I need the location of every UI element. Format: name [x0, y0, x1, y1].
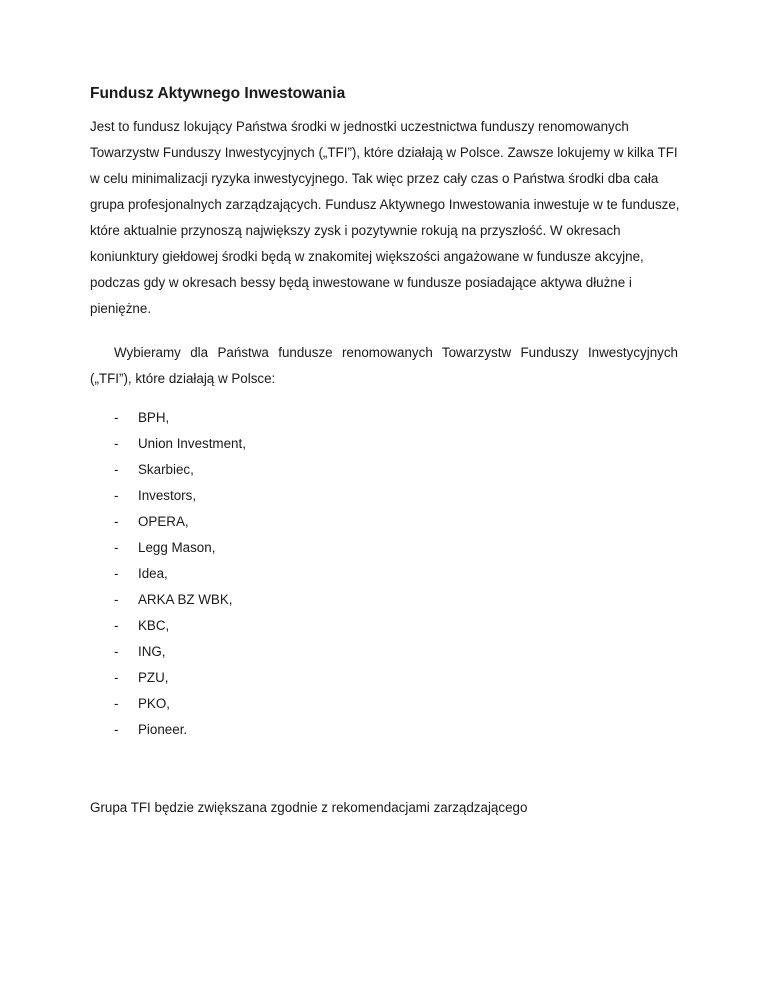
- tfi-name: Skarbiec,: [138, 462, 194, 477]
- tfi-name: Idea,: [138, 566, 168, 581]
- list-dash: -: [114, 722, 119, 737]
- tfi-list: [90, 405, 690, 743]
- tfi-list-item: [90, 587, 690, 613]
- list-dash: -: [114, 644, 119, 659]
- tfi-list-item: [90, 457, 690, 483]
- tfi-name: PKO,: [138, 696, 170, 711]
- tfi-list-item: [90, 717, 690, 743]
- list-dash: -: [114, 488, 119, 503]
- list-dash: -: [114, 410, 119, 425]
- tfi-name: Union Investment,: [138, 436, 246, 451]
- list-dash: -: [114, 540, 119, 555]
- fund-description-paragraph: Jest to fundusz lokujący Państwa środki w jednostki uczestnictwa funduszy renomowanych Towarzystw Funduszy Inwestycyjnych („TFI”), które działają w Polsce. Zawsze lokujemy w kilka TFI w celu minimalizacji ryzyka inwestycyjnego. Tak więc przez cały czas o Państwa środki dba cała grupa profesjonalnych zarządzających. Fundusz Aktywnego Inwestowania inwestuje w te fundusze, które aktualnie przynoszą największy zysk i pozytywnie rokują na przyszłość. W okresach koniunktury giełdowej środki będą w znakomitej większości angażowane w fundusze akcyjne, podczas gdy w okresach bessy będą inwestowane w fundusze posiadające aktywa dłużne i pieniężne.: [90, 119, 680, 316]
- list-dash: -: [114, 618, 119, 633]
- tfi-name: BPH,: [138, 410, 170, 425]
- tfi-name: KBC,: [138, 618, 170, 633]
- list-dash: -: [114, 696, 119, 711]
- list-dash: -: [114, 566, 119, 581]
- list-dash: -: [114, 670, 119, 685]
- tfi-list-item: [90, 483, 690, 509]
- tfi-name: Pioneer.: [138, 722, 188, 737]
- list-dash: -: [114, 514, 119, 529]
- tfi-list-item: [90, 535, 690, 561]
- tfi-list-item: [90, 405, 690, 431]
- tfi-name: Legg Mason,: [138, 540, 216, 555]
- list-dash: -: [114, 462, 119, 477]
- tfi-name: ING,: [138, 644, 166, 659]
- tfi-name: PZU,: [138, 670, 169, 685]
- list-dash: -: [114, 436, 119, 451]
- list-dash: -: [114, 592, 119, 607]
- tfi-intro-paragraph: Wybieramy dla Państwa fundusze renomowanych Towarzystw Funduszy Inwestycyjnych („TFI”), które działają w Polsce:: [90, 345, 678, 386]
- tfi-list-item: [90, 613, 690, 639]
- tfi-list-item: [90, 509, 690, 535]
- tfi-list-item: [90, 691, 690, 717]
- document-body: [90, 84, 690, 821]
- closing-note: Grupa TFI będzie zwiększana zgodnie z rekomendacjami zarządzającego: [90, 800, 528, 815]
- tfi-list-item: [90, 561, 690, 587]
- document-title: Fundusz Aktywnego Inwestowania: [90, 85, 346, 102]
- tfi-name: ARKA BZ WBK,: [138, 592, 233, 607]
- tfi-list-item: [90, 665, 690, 691]
- tfi-name: OPERA,: [138, 514, 189, 529]
- tfi-list-item: [90, 431, 690, 457]
- tfi-name: Investors,: [138, 488, 197, 503]
- tfi-list-item: [90, 639, 690, 665]
